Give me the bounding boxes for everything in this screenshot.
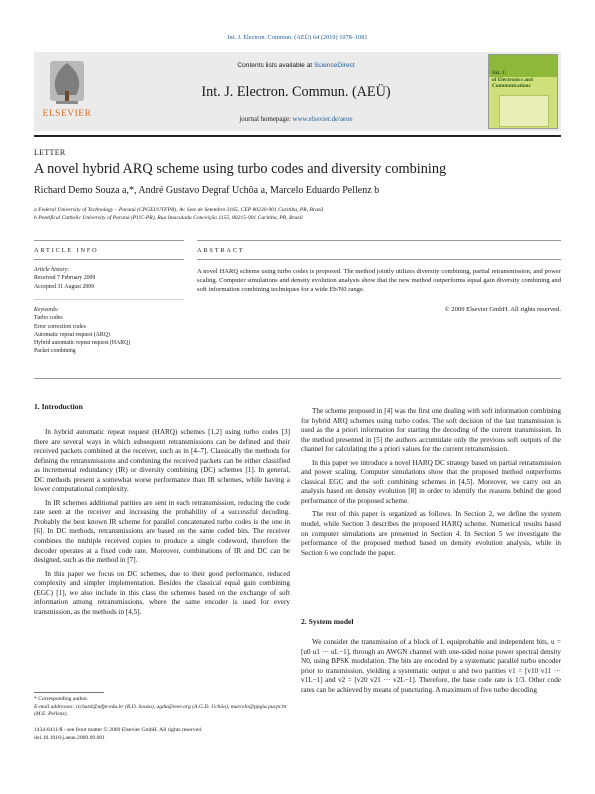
header-divider <box>34 135 561 137</box>
paragraph: We consider the transmission of a block of L equiprobable and independent bits, u = [u0 u1 ··· uL−1], through an AWGN channel with one-sided noise power spectral density N0, using BPSK modulation. The bits are encoded by a systematic parallel turbo encoder prior to transmission, yielding a systematic output u and two parities v1 = [v10 v11 ··· v1L−1] and v2 = [v20 v21 ··· v2L−1]. Therefore, the base code rate is 1/3. Other code rates can be achieved by means of puncturing. A maximum of five turbo decoding <box>301 638 561 694</box>
footnote-rule <box>34 692 104 693</box>
paragraph: The rest of this paper is organized as follows. In Section 2, we define the system model, while Section 3 describes the proposed HARQ scheme. Numerical results based on computer simulations are presented in Section 4. In Section 5 we investigate the performance of the proposed method based on density evolution analysis, while in Section 6 we conclude the paper. <box>301 510 561 557</box>
footnotes <box>34 696 290 719</box>
info-heading-rule <box>34 259 184 260</box>
section-heading-introduction: 1. Introduction <box>34 402 83 411</box>
contents-line <box>100 62 492 69</box>
elsevier-wordmark: ELSEVIER <box>42 109 92 119</box>
keyword-item: Automatic repeat request (ARQ) <box>34 331 110 338</box>
journal-citation[interactable]: Int. J. Electron. Commun. (AEÜ) 64 (2010) 1078–1081 <box>227 34 368 41</box>
homepage-line <box>100 116 492 123</box>
paragraph: In hybrid automatic repeat request (HARQ) schemes [1,2] using turbo codes [3] there are several ways in which subsequent retransmissions can be defined and their received packets combined at the receiver, such as in [4–7]. Classically the methods for defining the retransmissions and combining the received packets can be either classified as incremental redundancy (IR) or diversity combining (DC) schemes [1]. In general, DC methods present a somewhat worse performance than IR schemes, while having a lower computational complexity. <box>34 428 290 494</box>
affiliation-b: b Pontifical Catholic University of Paraná (PUC-PR), Rua Imaculada Conceição 1155, 80215-901 Curitiba, PR, Brazil <box>34 215 303 221</box>
article-history <box>34 266 95 291</box>
footnote-email: E-mail addresses: richard@utfpr.edu.br (R.D. Souza), agdu@ieee.org (A.G.D. Uchôa), marcelo@ppgia.pucpr.br (M.E. Pellenz). <box>34 703 287 718</box>
right-column <box>301 407 561 558</box>
keyword-item: Packet combining <box>34 348 76 355</box>
abstract-top-rule <box>197 240 561 241</box>
abstract-copyright: © 2009 Elsevier GmbH. All rights reserved. <box>444 306 561 313</box>
body-top-rule <box>34 378 561 379</box>
issn-line: 1434-8411/$ - see front matter © 2009 Elsevier GmbH. All rights reserved. <box>34 727 203 733</box>
accepted-date: Accepted 31 August 2009 <box>34 283 95 290</box>
affiliation-a: a Federal University of Technology – Paraná (CPGEI/UTFPR), Av. Sete de Setembro 3165, CEP 80230-901 Curitiba, PR, Brazil <box>34 207 324 213</box>
journal-cover-thumbnail <box>488 54 558 129</box>
paragraph: In IR schemes additional parities are sent in each retransmission, reducing the code rate seen at the receiver and increasing the probability of a successful decoding. Probably the best known IR scheme for parallel concatenated turbo codes is the one in [6]. In DC methods, retransmissions are based on the same coded bits. The receiver combines the multiple received copies to produce a single codeword, therefore the decoder operates at a fixed code rate. Moreover, combinations of IR and DC can be designed, such as the method in [7]. <box>34 498 290 565</box>
system-model-text <box>301 638 561 695</box>
homepage-link[interactable]: www.elsevier.de/aeue <box>292 116 353 123</box>
contents-prefix: Contents lists available at <box>237 62 313 69</box>
cover-line1: Int. J. <box>492 70 507 76</box>
paragraph: In this paper we focus on DC schemes, due to their good performance, reduced complexity and simpler implementation. Besides the classical equal gain combining (EGC) [1], we also include in this class the schemes based on the exchange of soft information among retransmissions, where the same encoder is used for every transmission, as the methods in [4,5]. <box>34 569 290 616</box>
history-rule <box>34 299 184 300</box>
keywords-label: Keywords: <box>34 307 59 313</box>
issn-block <box>34 727 290 742</box>
sciencedirect-link[interactable]: ScienceDirect <box>313 62 355 69</box>
abstract-heading: ABSTRACT <box>197 247 245 254</box>
paragraph: In this paper we introduce a novel HARQ DC strategy based on partial retransmission and power scaling. Computer simulations show that the proposed method outperforms classical EGC and the soft combining schemes in [4,5]. Moreover, we carry out an analysis based on density evolution [8] in order to identify the reasons behind the good performance of the proposed scheme. <box>301 458 561 505</box>
homepage-prefix: journal homepage: <box>239 116 291 123</box>
author-list: Richard Demo Souza a,*, André Gustavo Degraf Uchôa a, Marcelo Eduardo Pellenz b <box>34 185 380 196</box>
article-type: LETTER <box>34 148 66 157</box>
left-column <box>34 428 290 617</box>
doi-line: doi:10.1016/j.aeue.2009.09.001 <box>34 734 106 741</box>
info-top-rule <box>34 240 184 241</box>
abstract-heading-rule <box>197 259 561 260</box>
cover-line2: of Electronics and Communications <box>492 77 533 89</box>
abstract-text: A novel HARQ scheme using turbo codes is proposed. The method jointly utilizes diversity combining, partial retransmission, and power scaling. Computer simulations and density evolution analysis show that the new method outperforms equal gain diversity combining and soft information combining techniques for a wide Eb/N0 range. <box>197 268 561 293</box>
keyword-item: Error correction codes <box>34 323 86 330</box>
paragraph: The scheme proposed in [4] was the first one dealing with soft information combining for hybrid ARQ schemes using turbo codes. The soft decision of the last transmission is used as the a priori information for starting the decoding of the current transmission. In the method presented in [5] the authors accumulate only the previous soft outputs of the channel for calculating the a priori values for the current retransmission. <box>301 407 561 454</box>
keyword-block <box>34 306 130 356</box>
history-label: Article history: <box>34 267 70 273</box>
footnote-corresponding: * Corresponding author. <box>34 696 89 702</box>
journal-title: Int. J. Electron. Commun. (AEÜ) <box>201 84 391 100</box>
keyword-item: Turbo codes <box>34 315 63 322</box>
article-title: A novel hybrid ARQ scheme using turbo codes and diversity combining <box>34 161 447 177</box>
received-date: Received 7 February 2009 <box>34 275 96 282</box>
section-heading-system-model: 2. System model <box>301 617 354 626</box>
keyword-item: Hybrid automatic repeat request (HARQ) <box>34 340 131 347</box>
elsevier-logo <box>36 55 98 123</box>
article-info-heading: ARTICLE INFO <box>34 247 99 254</box>
